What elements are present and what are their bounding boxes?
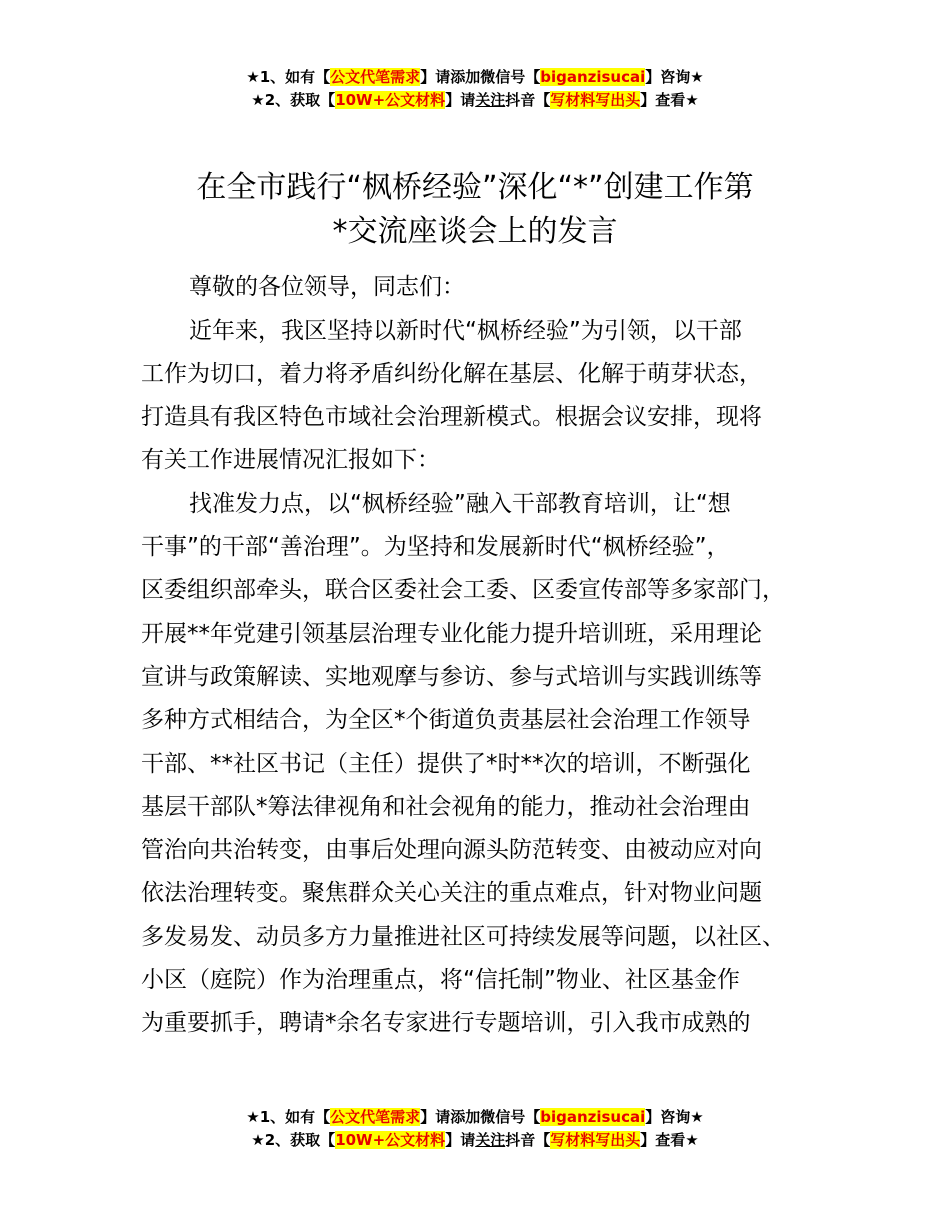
underline-follow: 关注 (475, 1131, 506, 1149)
document-title (0, 166, 950, 254)
title-line-2: *交流座谈会上的发言 (332, 214, 618, 249)
highlight-wechat-id: biganzisucai (540, 1108, 646, 1126)
highlight-service: 公文代笔需求 (330, 1108, 421, 1126)
banner-line-1: ★1、如有【公文代笔需求】请添加微信号【biganzisucai】咨询★ (246, 1108, 704, 1126)
footer-banner (0, 1106, 950, 1152)
highlight-service: 公文代笔需求 (330, 68, 421, 86)
text-line: 工作为切口，着力将矛盾纠纷化解在基层、化解于萌芽状态， (141, 360, 762, 387)
header-banner (0, 66, 950, 112)
highlight-materials: 10W+公文材料 (335, 91, 446, 109)
banner-line-2: ★2、获取【10W+公文材料】请关注抖音【写材料写出头】查看★ (251, 1131, 699, 1149)
text-line: 管治向共治转变，由事后处理向源头防范转变、由被动应对向 (141, 837, 762, 864)
highlight-materials: 10W+公文材料 (335, 1131, 446, 1149)
paragraph-1 (141, 310, 813, 483)
text-line: 多种方式相结合，为全区*个街道负责基层社会治理工作领导 (141, 707, 751, 734)
text-line: 依法治理转变。聚焦群众关心关注的重点难点，针对物业问题 (141, 880, 762, 907)
underline-follow: 关注 (475, 91, 506, 109)
text-line: 基层干部队*筹法律视角和社会视角的能力，推动社会治理由 (141, 793, 751, 820)
banner-line-1: ★1、如有【公文代笔需求】请添加微信号【biganzisucai】咨询★ (246, 68, 704, 86)
document-body (141, 266, 813, 1046)
text-line: 近年来，我区坚持以新时代“枫桥经验”为引领，以干部 (189, 317, 742, 344)
paragraph-2 (141, 483, 813, 1046)
highlight-douyin: 写材料写出头 (550, 1131, 641, 1149)
text-line: 打造具有我区特色市域社会治理新模式。根据会议安排，现将 (141, 404, 762, 431)
text-line: 宣讲与政策解读、实地观摩与参访、参与式培训与实践训练等 (141, 663, 762, 690)
banner-line-2: ★2、获取【10W+公文材料】请关注抖音【写材料写出头】查看★ (251, 91, 699, 109)
highlight-douyin: 写材料写出头 (550, 91, 641, 109)
text-line: 为重要抓手，聘请*余名专家进行专题培训，引入我市成熟的 (141, 1010, 751, 1037)
text-line: 区委组织部牵头，联合区委社会工委、区委宣传部等多家部门， (141, 577, 785, 604)
salutation: 尊敬的各位领导，同志们： (189, 274, 465, 300)
text-line: 小区（庭院）作为治理重点，将“信托制”物业、社区基金作 (141, 967, 740, 994)
text-line: 干部、**社区书记（主任）提供了*时**次的培训，不断强化 (141, 750, 751, 777)
text-line: 干事”的干部“善治理”。为坚持和发展新时代“枫桥经验”， (141, 534, 730, 561)
text-line: 多发易发、动员多方力量推进社区可持续发展等问题，以社区、 (141, 923, 785, 950)
text-line: 有关工作进展情况汇报如下： (141, 447, 440, 474)
text-line: 开展**年党建引领基层治理专业化能力提升培训班，采用理论 (141, 620, 762, 647)
title-line-1: 在全市践行“枫桥经验”深化“*”创建工作第 (196, 170, 754, 205)
text-line: 找准发力点，以“枫桥经验”融入干部教育培训，让“想 (189, 490, 731, 517)
highlight-wechat-id: biganzisucai (540, 68, 646, 86)
